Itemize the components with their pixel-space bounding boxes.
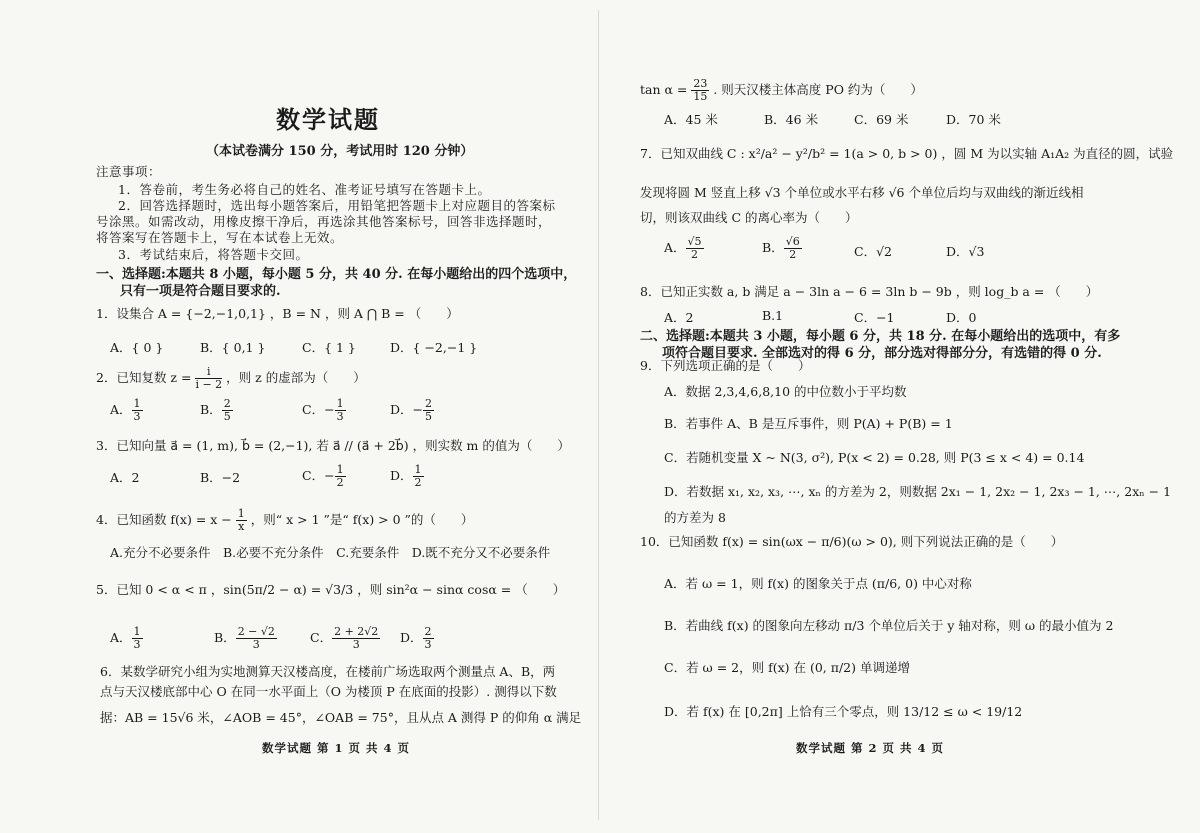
q6-option-b: B．46 米: [764, 112, 819, 127]
question-8: 8．已知正实数 a, b 满足 a − 3ln a − 6 = 3ln b − 9b ，则 log_b a = （ ）: [640, 284, 1099, 299]
question-1: 1．设集合 A = {−2,−1,0,1} ，B = N ，则 A ⋂ B = （ ）: [96, 306, 459, 321]
page-title: 数学试题: [276, 105, 380, 134]
q9-option-b: B．若事件 A、B 是互斥事件，则 P(A) + P(B) = 1: [664, 416, 953, 431]
notice-line: 3．考试结束后，将答题卡交回。: [118, 247, 309, 262]
page-footer: 数学试题 第 2 页 共 4 页: [796, 741, 945, 755]
question-9: 9．下列选项正确的是（ ）: [640, 358, 811, 373]
q7-option-b: B． $\frac{√6}{2}$: [762, 235, 800, 261]
q8-option-a: A．2: [664, 310, 694, 325]
q1-option-d: D．{ −2,−1 }: [390, 340, 478, 355]
q2-option-a: A． $\frac{1}{3}$: [110, 397, 141, 423]
exam-page-2: [600, 0, 1200, 833]
notice-heading: 注意事项：: [96, 164, 162, 179]
section-1-heading-cont: 只有一项是符合题目要求的.: [120, 284, 281, 299]
question-6-line: 点与天汉楼底部中心 O 在同一水平面上（O 为楼顶 P 在底面的投影）. 测得以下数: [100, 684, 557, 699]
q10-option-d: D．若 f(x) 在 [0,2π] 上恰有三个零点，则 13/12 ≤ ω < 19/12: [664, 704, 1023, 719]
q3-option-c: C．− $\frac{1}{2}$: [302, 463, 344, 489]
question-7-line: 切，则该双曲线 C 的离心率为（ ）: [640, 210, 858, 225]
q8-option-c: C．−1: [854, 310, 895, 325]
q6-option-a: A．45 米: [664, 112, 718, 127]
q2-option-b: B． $\frac{2}{5}$: [200, 397, 231, 423]
q10-option-a: A．若 ω = 1，则 f(x) 的图象关于点 (π/6, 0) 中心对称: [664, 576, 972, 591]
q10-option-b: B．若曲线 f(x) 的图象向左移动 π/3 个单位后关于 y 轴对称，则 ω 的最小值为 2: [664, 618, 1114, 633]
q8-option-d: D．0: [946, 310, 977, 325]
question-7-line: 7．已知双曲线 C : x²/a² − y²/b² = 1(a > 0, b > 0) ，圆 M 为以实轴 A₁A₂ 为直径的圆，试验: [640, 146, 1174, 161]
q5-option-c: C． $\frac{2 + 2√2}{3}$: [310, 625, 379, 651]
page-divider: [598, 10, 599, 820]
question-6-line: 6．某数学研究小组为实地测算天汉楼高度，在楼前广场选取两个测量点 A、B，两: [100, 664, 556, 679]
section-1-heading: 一、选择题:本题共 8 小题，每小题 5 分，共 40 分. 在每小题给出的四个选项中，: [96, 267, 577, 282]
question-10: 10．已知函数 f(x) = sin(ωx − π/6)(ω > 0), 则下列说法正确的是（ ）: [640, 534, 1064, 549]
q1-option-c: C．{ 1 }: [302, 340, 356, 355]
q3-option-d: D． $\frac{1}{2}$: [390, 463, 422, 489]
q7-option-d: D．√3: [946, 244, 985, 259]
section-2-heading: 二、选择题:本题共 3 小题，每小题 6 分，共 18 分. 在每小题给出的选项中，有多: [640, 329, 1121, 344]
question-6-line: 据：AB = 15√6 米，∠AOB = 45°，∠OAB = 75°，且从点 A 测得 P 的仰角 α 满足: [100, 710, 582, 725]
q5-option-d: D． $\frac{2}{3}$: [400, 625, 432, 651]
q8-option-b: B.1: [762, 308, 784, 323]
notice-line: 2．回答选择题时，选出每小题答案后，用铅笔把答题卡上对应题目的答案标: [118, 198, 556, 213]
q6-option-d: D．70 米: [946, 112, 1001, 127]
notice-line: 号涂黑。如需改动，用橡皮擦干净后，再选涂其他答案标号，回答非选择题时，: [96, 214, 552, 229]
question-7-line: 发现将圆 M 竖直上移 √3 个单位或水平右移 √6 个单位后均与双曲线的渐近线相: [640, 185, 1084, 200]
question-4: 4．已知函数 f(x) = x − $\frac{1}{x}$ ，则“ x > 1 ”是“ f(x) > 0 ”的（ ）: [96, 507, 474, 533]
page-footer: 数学试题 第 1 页 共 4 页: [262, 741, 411, 755]
q3-option-b: B．−2: [200, 470, 241, 485]
question-5: 5．已知 0 < α < π ，sin(5π/2 − α) = √3/3 ，则 sin²α − sinα cosα = （ ）: [96, 582, 566, 597]
q9-option-a: A．数据 2,3,4,6,8,10 的中位数小于平均数: [664, 384, 907, 399]
question-3: 3．已知向量 a⃗ = (1, m), b⃗ = (2,−1), 若 a⃗ // (a⃗ + 2b⃗) ，则实数 m 的值为（ ）: [96, 438, 570, 453]
notice-line: 将答案写在答题卡上，写在本试卷上无效。: [96, 230, 344, 245]
q1-option-b: B．{ 0,1 }: [200, 340, 266, 355]
q7-option-a: A． $\frac{√5}{2}$: [664, 235, 702, 261]
q3-option-a: A．2: [110, 470, 140, 485]
q10-option-c: C．若 ω = 2，则 f(x) 在 (0, π/2) 单调递增: [664, 660, 910, 675]
q1-option-a: A．{ 0 }: [110, 340, 164, 355]
q4-options: A.充分不必要条件 B.必要不充分条件 C.充要条件 D.既不充分又不必要条件: [110, 545, 551, 560]
notice-line: 1．答卷前，考生务必将自己的姓名、准考证号填写在答题卡上。: [118, 182, 491, 197]
q6-option-c: C．69 米: [854, 112, 909, 127]
q9-option-d-cont: 的方差为 8: [664, 510, 726, 525]
question-6-continued: tan α = $\frac{23}{15}$ . 则天汉楼主体高度 PO 约为（ ）: [640, 77, 923, 103]
q5-option-a: A． $\frac{1}{3}$: [110, 625, 141, 651]
exam-subtitle: （本试卷满分 150 分，考试用时 120 分钟）: [206, 144, 474, 159]
section-2-heading-cont: 项符合题目要求. 全部选对的得 6 分，部分选对得部分分，有选错的得 0 分.: [662, 346, 1102, 361]
q5-option-b: B． $\frac{2 - √2}{3}$: [214, 625, 275, 651]
q9-option-c: C．若随机变量 X ~ N(3, σ²), P(x < 2) = 0.28, 则 P(3 ≤ x < 4) = 0.14: [664, 450, 1085, 465]
q9-option-d: D．若数据 x₁, x₂, x₃, ⋯, xₙ 的方差为 2，则数据 2x₁ − 1, 2x₂ − 1, 2x₃ − 1, ⋯, 2xₙ − 1: [664, 484, 1172, 499]
q2-option-c: C．− $\frac{1}{3}$: [302, 397, 344, 423]
question-2: 2．已知复数 z = $\frac{i}{i - 2}$ ，则 z 的虚部为（ ）: [96, 365, 366, 391]
q7-option-c: C．√2: [854, 244, 892, 259]
q2-option-d: D．− $\frac{2}{5}$: [390, 397, 433, 423]
